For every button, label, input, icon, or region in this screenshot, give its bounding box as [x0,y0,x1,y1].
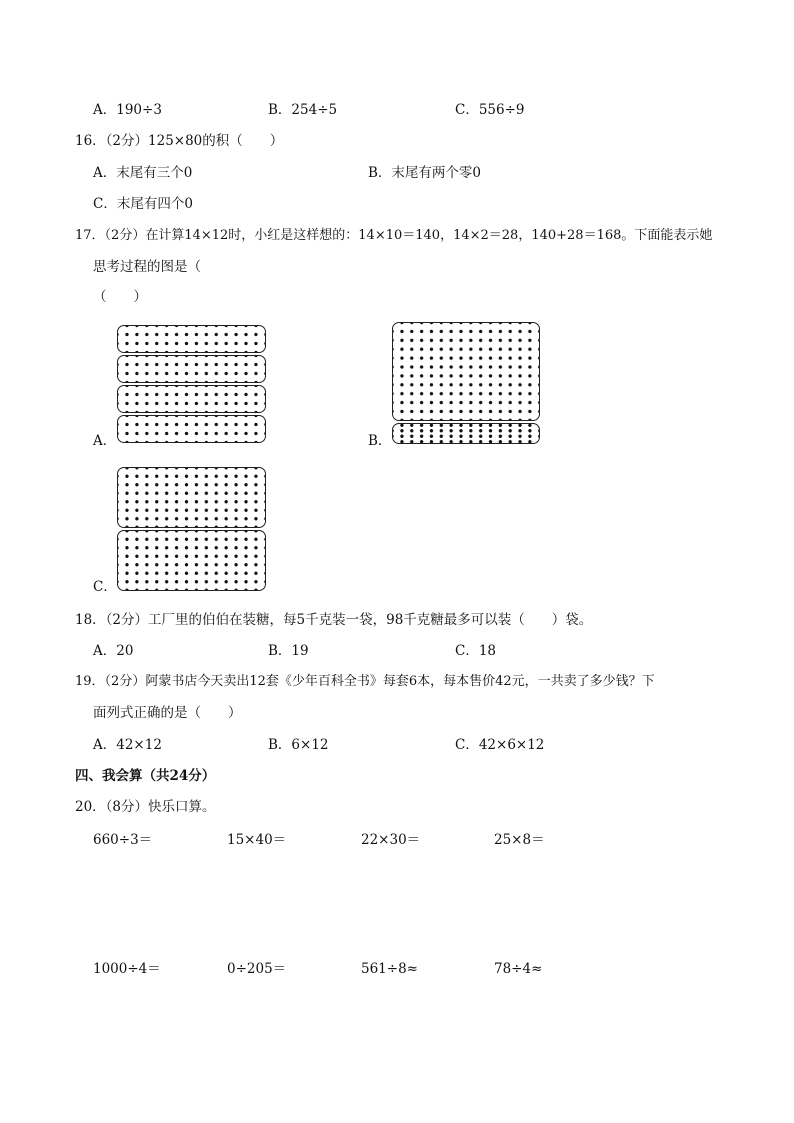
calc-item: 660÷3＝ [93,832,153,848]
section-heading: 四、我会算（共24分） [75,768,216,784]
q19-stem-line2: 面列式正确的是（ ） [93,705,242,721]
q18-option-c[interactable]: C．18 [455,643,497,659]
q17-option-c[interactable]: C． [93,579,117,595]
dot-grid-a-part4 [117,415,266,443]
q15-option-b[interactable]: B．254÷5 [268,102,338,118]
calc-item: 1000÷4＝ [93,961,161,977]
q15-option-c[interactable]: C．556÷9 [455,102,525,118]
q18-option-a[interactable]: A．20 [93,643,134,659]
q18-stem: 18．（2分）工厂里的伯伯在装糖，每5千克装一袋，98千克糖最多可以装（ ）袋。 [75,612,593,628]
q17-stem-line3: （ ） [93,289,147,305]
dot-grid-a-part1 [117,325,266,353]
calc-item: 561÷8≈ [361,961,418,977]
q19-stem-line1: 19．（2分）阿蒙书店今天卖出12套《少年百科全书》每套6本，每本售价42元，一共卖了多少钱？下 [75,674,655,689]
q19-option-a[interactable]: A．42×12 [93,737,162,753]
q17-option-b[interactable]: B． [368,433,392,449]
calc-item: 25×8＝ [494,832,545,848]
calc-item: 78÷4≈ [494,961,543,977]
q20-stem: 20．（8分）快乐口算。 [75,799,216,815]
dot-grid-a-part2 [117,355,266,383]
dot-grid-c-part1 [117,467,266,528]
dot-grid-b-part2 [392,423,540,444]
q17-stem-line2: 思考过程的图是（ [93,259,201,275]
calc-item: 0÷205＝ [227,961,287,977]
q16-stem: 16．（2分）125×80的积（ ） [75,133,284,149]
dot-grid-c-part2 [117,530,266,591]
q19-option-b[interactable]: B．6×12 [268,737,329,753]
calc-item: 15×40＝ [227,832,287,848]
dot-grid-b-part1 [392,322,540,421]
dot-grid-a-part3 [117,385,266,413]
q15-option-a[interactable]: A．190÷3 [93,102,162,118]
q16-option-c[interactable]: C．末尾有四个0 [93,196,193,212]
q16-option-a[interactable]: A．末尾有三个0 [93,165,193,181]
q18-option-b[interactable]: B．19 [268,643,309,659]
q16-option-b[interactable]: B．末尾有两个零0 [368,165,482,181]
q17-stem-line1: 17．（2分）在计算14×12时，小红是这样想的：14×10＝140，14×2＝28，140+28＝168。下面能表示她 [75,228,713,243]
q17-option-a[interactable]: A． [93,433,117,449]
q19-option-c[interactable]: C．42×6×12 [455,737,545,753]
calc-item: 22×30＝ [361,832,421,848]
